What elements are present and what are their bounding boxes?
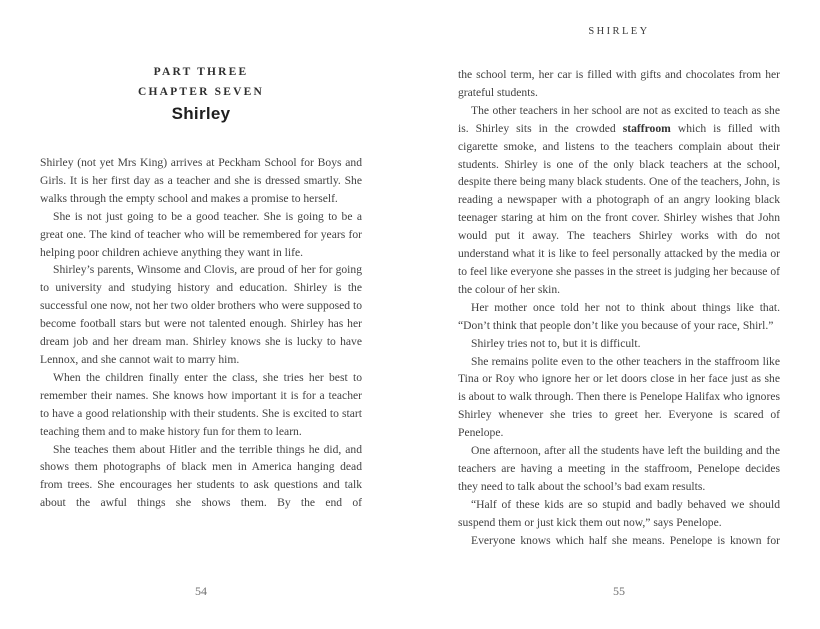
text-segment: Shirley tries not to, but it is difficult. <box>471 336 641 350</box>
text-segment: Everyone knows which half she means. Penelope is known for <box>471 533 780 547</box>
paragraph <box>458 353 780 443</box>
chapter-heading: CHAPTER SEVEN <box>137 85 265 98</box>
paragraph <box>40 208 362 262</box>
paragraph <box>458 532 780 550</box>
text-segment: Her mother once told her not to think about things like that. “Don’t think that people don’t like you because of your race, Shirl.” <box>458 300 780 332</box>
paragraph <box>458 66 780 102</box>
text-segment: Shirley (not yet Mrs King) arrives at Peckham School for Boys and Girls. It is her first day as a teacher and she is dressed smartly. She walks through the empty school and makes a promise to herself. <box>40 156 362 205</box>
chapter-title: Shirley <box>171 104 231 123</box>
page-number-left: 54 <box>195 584 207 598</box>
left-page <box>40 0 362 629</box>
paragraph <box>458 102 780 299</box>
paragraph <box>40 261 362 368</box>
paragraph <box>40 369 362 441</box>
paragraph <box>458 496 780 532</box>
text-segment: One afternoon, after all the students have left the building and the teachers are having a meeting in the staffroom, Penelope decides they need to talk about the school’s bad exam results. <box>458 444 780 493</box>
text-segment: She is not just going to be a good teacher. She is going to be a great one. The kind of teacher who will be remembered for years for helping poor children achieve anything they want in life. <box>40 209 362 259</box>
text-segment: Shirley’s parents, Winsome and Clovis, are proud of her for going to university and studying history and education. Shirley is the successful one now, not her two older brothers who were supposed to become football stars but were not talented enough. Shirley has her dream job and her dream man. Shirley knows she is lucky to have Lennox, and she cannot wait to marry him. <box>40 263 362 366</box>
text-segment: When the children finally enter the class, she tries her best to remember their names. She knows how important it is for a teacher to have a good relationship with their students. She is excited to start teaching them and to make history fun for them to learn. <box>40 370 362 438</box>
text-segment: which is filled with cigarette smoke, and listens to the teachers complain about their students. Shirley is one of the only black teachers at the school, despite there being many black students. One of the teachers, John, is reading a newspaper with a photograph of an angry looking black teenager staring at him on the front cover. Shirley wishes that John would put it away. The teachers Shirley works with do not understand what it is like to feel personally attacked by the media or to feel like everyone she passes in the street is judging her because of the colour of her skin. <box>458 121 780 296</box>
text-segment: the school term, her car is filled with gifts and chocolates from her grateful students. <box>458 68 780 99</box>
text-segment: “Half of these kids are so stupid and badly behaved we should suspend them or just kick them out now,” says Penelope. <box>458 497 780 529</box>
text-segment: She teaches them about Hitler and the terrible things he did, and shows them photographs of black men in America hanging dead from trees. She encourages her students to ask questions and talk about the awful things she shows them. By the end of <box>40 442 362 510</box>
right-page-body <box>458 66 780 549</box>
chapter-heading-block <box>40 63 362 124</box>
right-page <box>458 0 780 629</box>
page-number-right: 55 <box>613 584 625 598</box>
paragraph <box>458 299 780 335</box>
text-segment: She remains polite even to the other teachers in the staffroom like Tina or Roy who ignore her or let doors close in her face just as she is about to walk through. Then there is Penelope Halifax who ignores Shirley whenever she tries to greet her. Everyone is scared of Penelope. <box>458 354 780 440</box>
part-heading: PART THREE <box>153 66 249 78</box>
paragraph <box>40 441 362 513</box>
paragraph <box>40 154 362 208</box>
paragraph <box>458 335 780 353</box>
text-segment: The other teachers in her school are not as excited to teach as she is. Shirley sits in the crowded <box>458 103 780 135</box>
bold-text-segment: staffroom <box>622 121 671 135</box>
running-header: SHIRLEY <box>588 26 650 37</box>
paragraph <box>458 442 780 496</box>
left-page-body <box>40 154 362 512</box>
